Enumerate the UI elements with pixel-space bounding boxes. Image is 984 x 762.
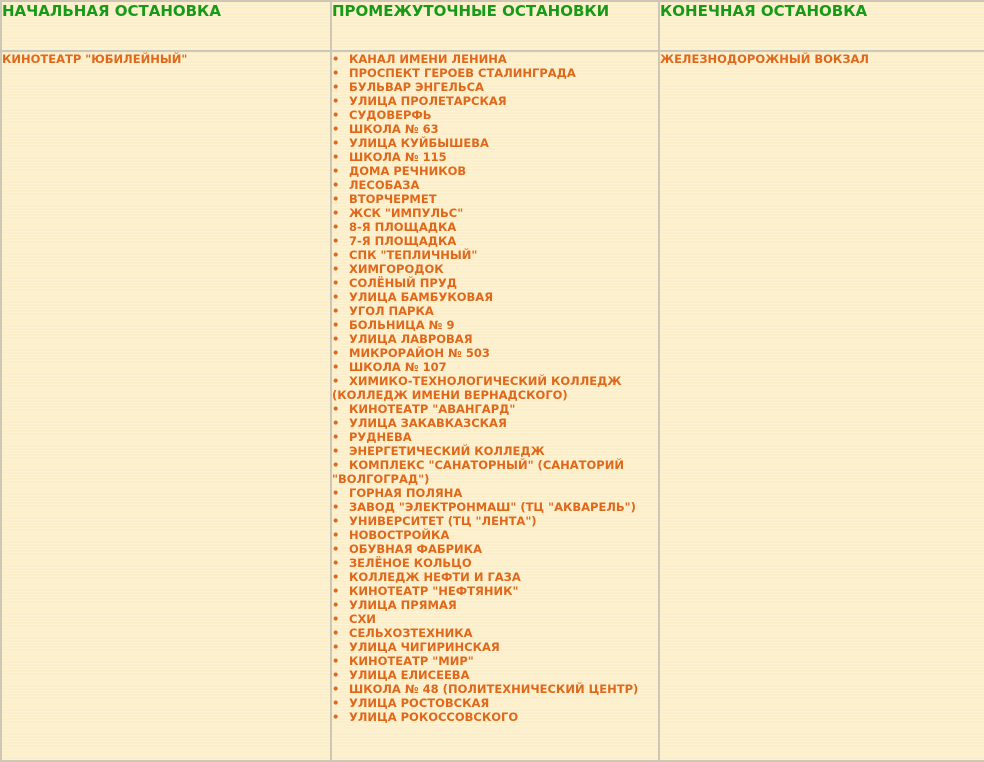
stop-name: СЕЛЬХОЗТЕХНИКА xyxy=(349,626,473,640)
list-item xyxy=(332,164,658,178)
list-item xyxy=(332,486,658,500)
list-item xyxy=(332,402,658,416)
bullet-icon: • xyxy=(332,66,340,80)
stop-name: КАНАЛ ИМЕНИ ЛЕНИНА xyxy=(349,52,507,66)
list-item xyxy=(332,514,658,528)
bullet-icon: • xyxy=(332,612,340,626)
bullet-icon: • xyxy=(332,262,340,276)
list-item xyxy=(332,500,658,514)
bullet-icon: • xyxy=(332,360,340,374)
bullet-icon: • xyxy=(332,122,340,136)
list-item xyxy=(332,234,658,248)
list-item xyxy=(332,318,658,332)
stop-name: УЛИЦА БАМБУКОВАЯ xyxy=(349,290,494,304)
bullet-icon: • xyxy=(332,626,340,640)
stop-name: УЛИЦА РОСТОВСКАЯ xyxy=(349,696,490,710)
intermediate-stops-list xyxy=(332,52,658,724)
list-item xyxy=(332,66,658,80)
bullet-icon: • xyxy=(332,94,340,108)
bullet-icon: • xyxy=(332,192,340,206)
bullet-icon: • xyxy=(332,304,340,318)
stop-name: ЗЕЛЁНОЕ КОЛЬЦО xyxy=(349,556,472,570)
bullet-icon: • xyxy=(332,584,340,598)
bullet-icon: • xyxy=(332,220,340,234)
bullet-icon: • xyxy=(332,178,340,192)
stop-name: ПРОСПЕКТ ГЕРОЕВ СТАЛИНГРАДА xyxy=(349,66,576,80)
list-item xyxy=(332,668,658,682)
list-item xyxy=(332,220,658,234)
stop-name: КОМПЛЕКС "САНАТОРНЫЙ" (САНАТОРИЙ "ВОЛГОГРАД") xyxy=(332,458,624,486)
list-item xyxy=(332,458,658,486)
list-item xyxy=(332,122,658,136)
bullet-icon: • xyxy=(332,206,340,220)
bullet-icon: • xyxy=(332,710,340,724)
intermediate-stops-cell xyxy=(331,51,659,761)
stop-name: УГОЛ ПАРКА xyxy=(349,304,434,318)
bullet-icon: • xyxy=(332,668,340,682)
stop-name: УЛИЦА ПРЯМАЯ xyxy=(349,598,457,612)
stop-name: УЛИЦА ЧИГИРИНСКАЯ xyxy=(349,640,500,654)
stop-name: ШКОЛА № 115 xyxy=(349,150,447,164)
bullet-icon: • xyxy=(332,108,340,122)
bullet-icon: • xyxy=(332,486,340,500)
bullet-icon: • xyxy=(332,150,340,164)
stop-name: УЛИЦА КУЙБЫШЕВА xyxy=(349,136,489,150)
start-stop-cell xyxy=(1,51,331,761)
list-item xyxy=(332,360,658,374)
stop-name: УЛИЦА ЗАКАВКАЗСКАЯ xyxy=(349,416,507,430)
list-item xyxy=(332,640,658,654)
start-stop-name: КИНОТЕАТР "ЮБИЛЕЙНЫЙ" xyxy=(2,52,188,66)
bullet-icon: • xyxy=(332,276,340,290)
list-item xyxy=(332,206,658,220)
list-item xyxy=(332,178,658,192)
bullet-icon: • xyxy=(332,500,340,514)
list-item xyxy=(332,304,658,318)
bullet-icon: • xyxy=(332,640,340,654)
bullet-icon: • xyxy=(332,444,340,458)
stop-name: ШКОЛА № 63 xyxy=(349,122,439,136)
stop-name: ЖСК "ИМПУЛЬС" xyxy=(349,206,464,220)
stop-name: ШКОЛА № 48 (ПОЛИТЕХНИЧЕСКИЙ ЦЕНТР) xyxy=(349,682,639,696)
bullet-icon: • xyxy=(332,346,340,360)
list-item xyxy=(332,682,658,696)
list-item xyxy=(332,612,658,626)
list-item xyxy=(332,276,658,290)
bullet-icon: • xyxy=(332,598,340,612)
stop-name: КИНОТЕАТР "АВАНГАРД" xyxy=(349,402,516,416)
bullet-icon: • xyxy=(332,682,340,696)
list-item xyxy=(332,94,658,108)
stop-name: УНИВЕРСИТЕТ (ТЦ "ЛЕНТА") xyxy=(349,514,537,528)
bullet-icon: • xyxy=(332,416,340,430)
list-item xyxy=(332,248,658,262)
list-item xyxy=(332,108,658,122)
list-item xyxy=(332,136,658,150)
stop-name: ХИМИКО-ТЕХНОЛОГИЧЕСКИЙ КОЛЛЕДЖ (КОЛЛЕДЖ ИМЕНИ ВЕРНАДСКОГО) xyxy=(332,374,622,402)
stop-name: ХИМГОРОДОК xyxy=(349,262,444,276)
stop-name: МИКРОРАЙОН № 503 xyxy=(349,346,490,360)
list-item xyxy=(332,598,658,612)
stop-name: 7-Я ПЛОЩАДКА xyxy=(349,234,457,248)
bullet-icon: • xyxy=(332,542,340,556)
stop-name: РУДНЕВА xyxy=(349,430,412,444)
bullet-icon: • xyxy=(332,136,340,150)
list-item xyxy=(332,150,658,164)
stop-name: 8-Я ПЛОЩАДКА xyxy=(349,220,457,234)
stop-name: ШКОЛА № 107 xyxy=(349,360,447,374)
stop-name: СПК "ТЕПЛИЧНЫЙ" xyxy=(349,248,478,262)
intermediate-stops-header: ПРОМЕЖУТОЧНЫЕ ОСТАНОВКИ xyxy=(331,1,659,51)
bullet-icon: • xyxy=(332,80,340,94)
bullet-icon: • xyxy=(332,570,340,584)
list-item xyxy=(332,290,658,304)
list-item xyxy=(332,696,658,710)
stop-name: УЛИЦА ПРОЛЕТАРСКАЯ xyxy=(349,94,507,108)
list-item xyxy=(332,262,658,276)
list-item xyxy=(332,710,658,724)
stop-name: КИНОТЕАТР "МИР" xyxy=(349,654,474,668)
stop-name: ЭНЕРГЕТИЧЕСКИЙ КОЛЛЕДЖ xyxy=(349,444,545,458)
stop-name: КОЛЛЕДЖ НЕФТИ И ГАЗА xyxy=(349,570,521,584)
stop-name: ГОРНАЯ ПОЛЯНА xyxy=(349,486,463,500)
end-stop-cell xyxy=(659,51,984,761)
stop-name: БУЛЬВАР ЭНГЕЛЬСА xyxy=(349,80,484,94)
end-stop-name: ЖЕЛЕЗНОДОРОЖНЫЙ ВОКЗАЛ xyxy=(660,52,869,66)
list-item xyxy=(332,80,658,94)
list-item xyxy=(332,332,658,346)
stop-name: СУДОВЕРФЬ xyxy=(349,108,432,122)
stop-name: ВТОРЧЕРМЕТ xyxy=(349,192,437,206)
stop-name: НОВОСТРОЙКА xyxy=(349,528,450,542)
bullet-icon: • xyxy=(332,402,340,416)
start-stop-header: НАЧАЛЬНАЯ ОСТАНОВКА xyxy=(1,1,331,51)
list-item xyxy=(332,626,658,640)
list-item xyxy=(332,654,658,668)
stop-name: УЛИЦА ЛАВРОВАЯ xyxy=(349,332,473,346)
bullet-icon: • xyxy=(332,374,340,388)
bullet-icon: • xyxy=(332,696,340,710)
bullet-icon: • xyxy=(332,52,340,66)
bullet-icon: • xyxy=(332,514,340,528)
stop-name: КИНОТЕАТР "НЕФТЯНИК" xyxy=(349,584,519,598)
list-item xyxy=(332,584,658,598)
list-item xyxy=(332,542,658,556)
stop-name: ЗАВОД "ЭЛЕКТРОНМАШ" (ТЦ "АКВАРЕЛЬ") xyxy=(349,500,636,514)
list-item xyxy=(332,374,658,402)
stop-name: УЛИЦА РОКОССОВСКОГО xyxy=(349,710,519,724)
list-item xyxy=(332,430,658,444)
list-item xyxy=(332,346,658,360)
end-stop-header: КОНЕЧНАЯ ОСТАНОВКА xyxy=(659,1,984,51)
list-item xyxy=(332,570,658,584)
list-item xyxy=(332,52,658,66)
header-row xyxy=(1,1,984,51)
stop-name: СХИ xyxy=(349,612,376,626)
stop-name: СОЛЁНЫЙ ПРУД xyxy=(349,276,457,290)
bullet-icon: • xyxy=(332,248,340,262)
bullet-icon: • xyxy=(332,458,340,472)
stop-name: УЛИЦА ЕЛИСЕЕВА xyxy=(349,668,470,682)
bullet-icon: • xyxy=(332,290,340,304)
bullet-icon: • xyxy=(332,430,340,444)
bullet-icon: • xyxy=(332,654,340,668)
bullet-icon: • xyxy=(332,164,340,178)
list-item xyxy=(332,192,658,206)
bullet-icon: • xyxy=(332,528,340,542)
bullet-icon: • xyxy=(332,332,340,346)
stop-name: ДОМА РЕЧНИКОВ xyxy=(349,164,467,178)
route-row xyxy=(1,51,984,761)
stop-name: БОЛЬНИЦА № 9 xyxy=(349,318,455,332)
list-item xyxy=(332,444,658,458)
stop-name: ЛЕСОБАЗА xyxy=(349,178,420,192)
list-item xyxy=(332,556,658,570)
bullet-icon: • xyxy=(332,556,340,570)
list-item xyxy=(332,416,658,430)
stop-name: ОБУВНАЯ ФАБРИКА xyxy=(349,542,482,556)
bullet-icon: • xyxy=(332,234,340,248)
list-item xyxy=(332,528,658,542)
bullet-icon: • xyxy=(332,318,340,332)
